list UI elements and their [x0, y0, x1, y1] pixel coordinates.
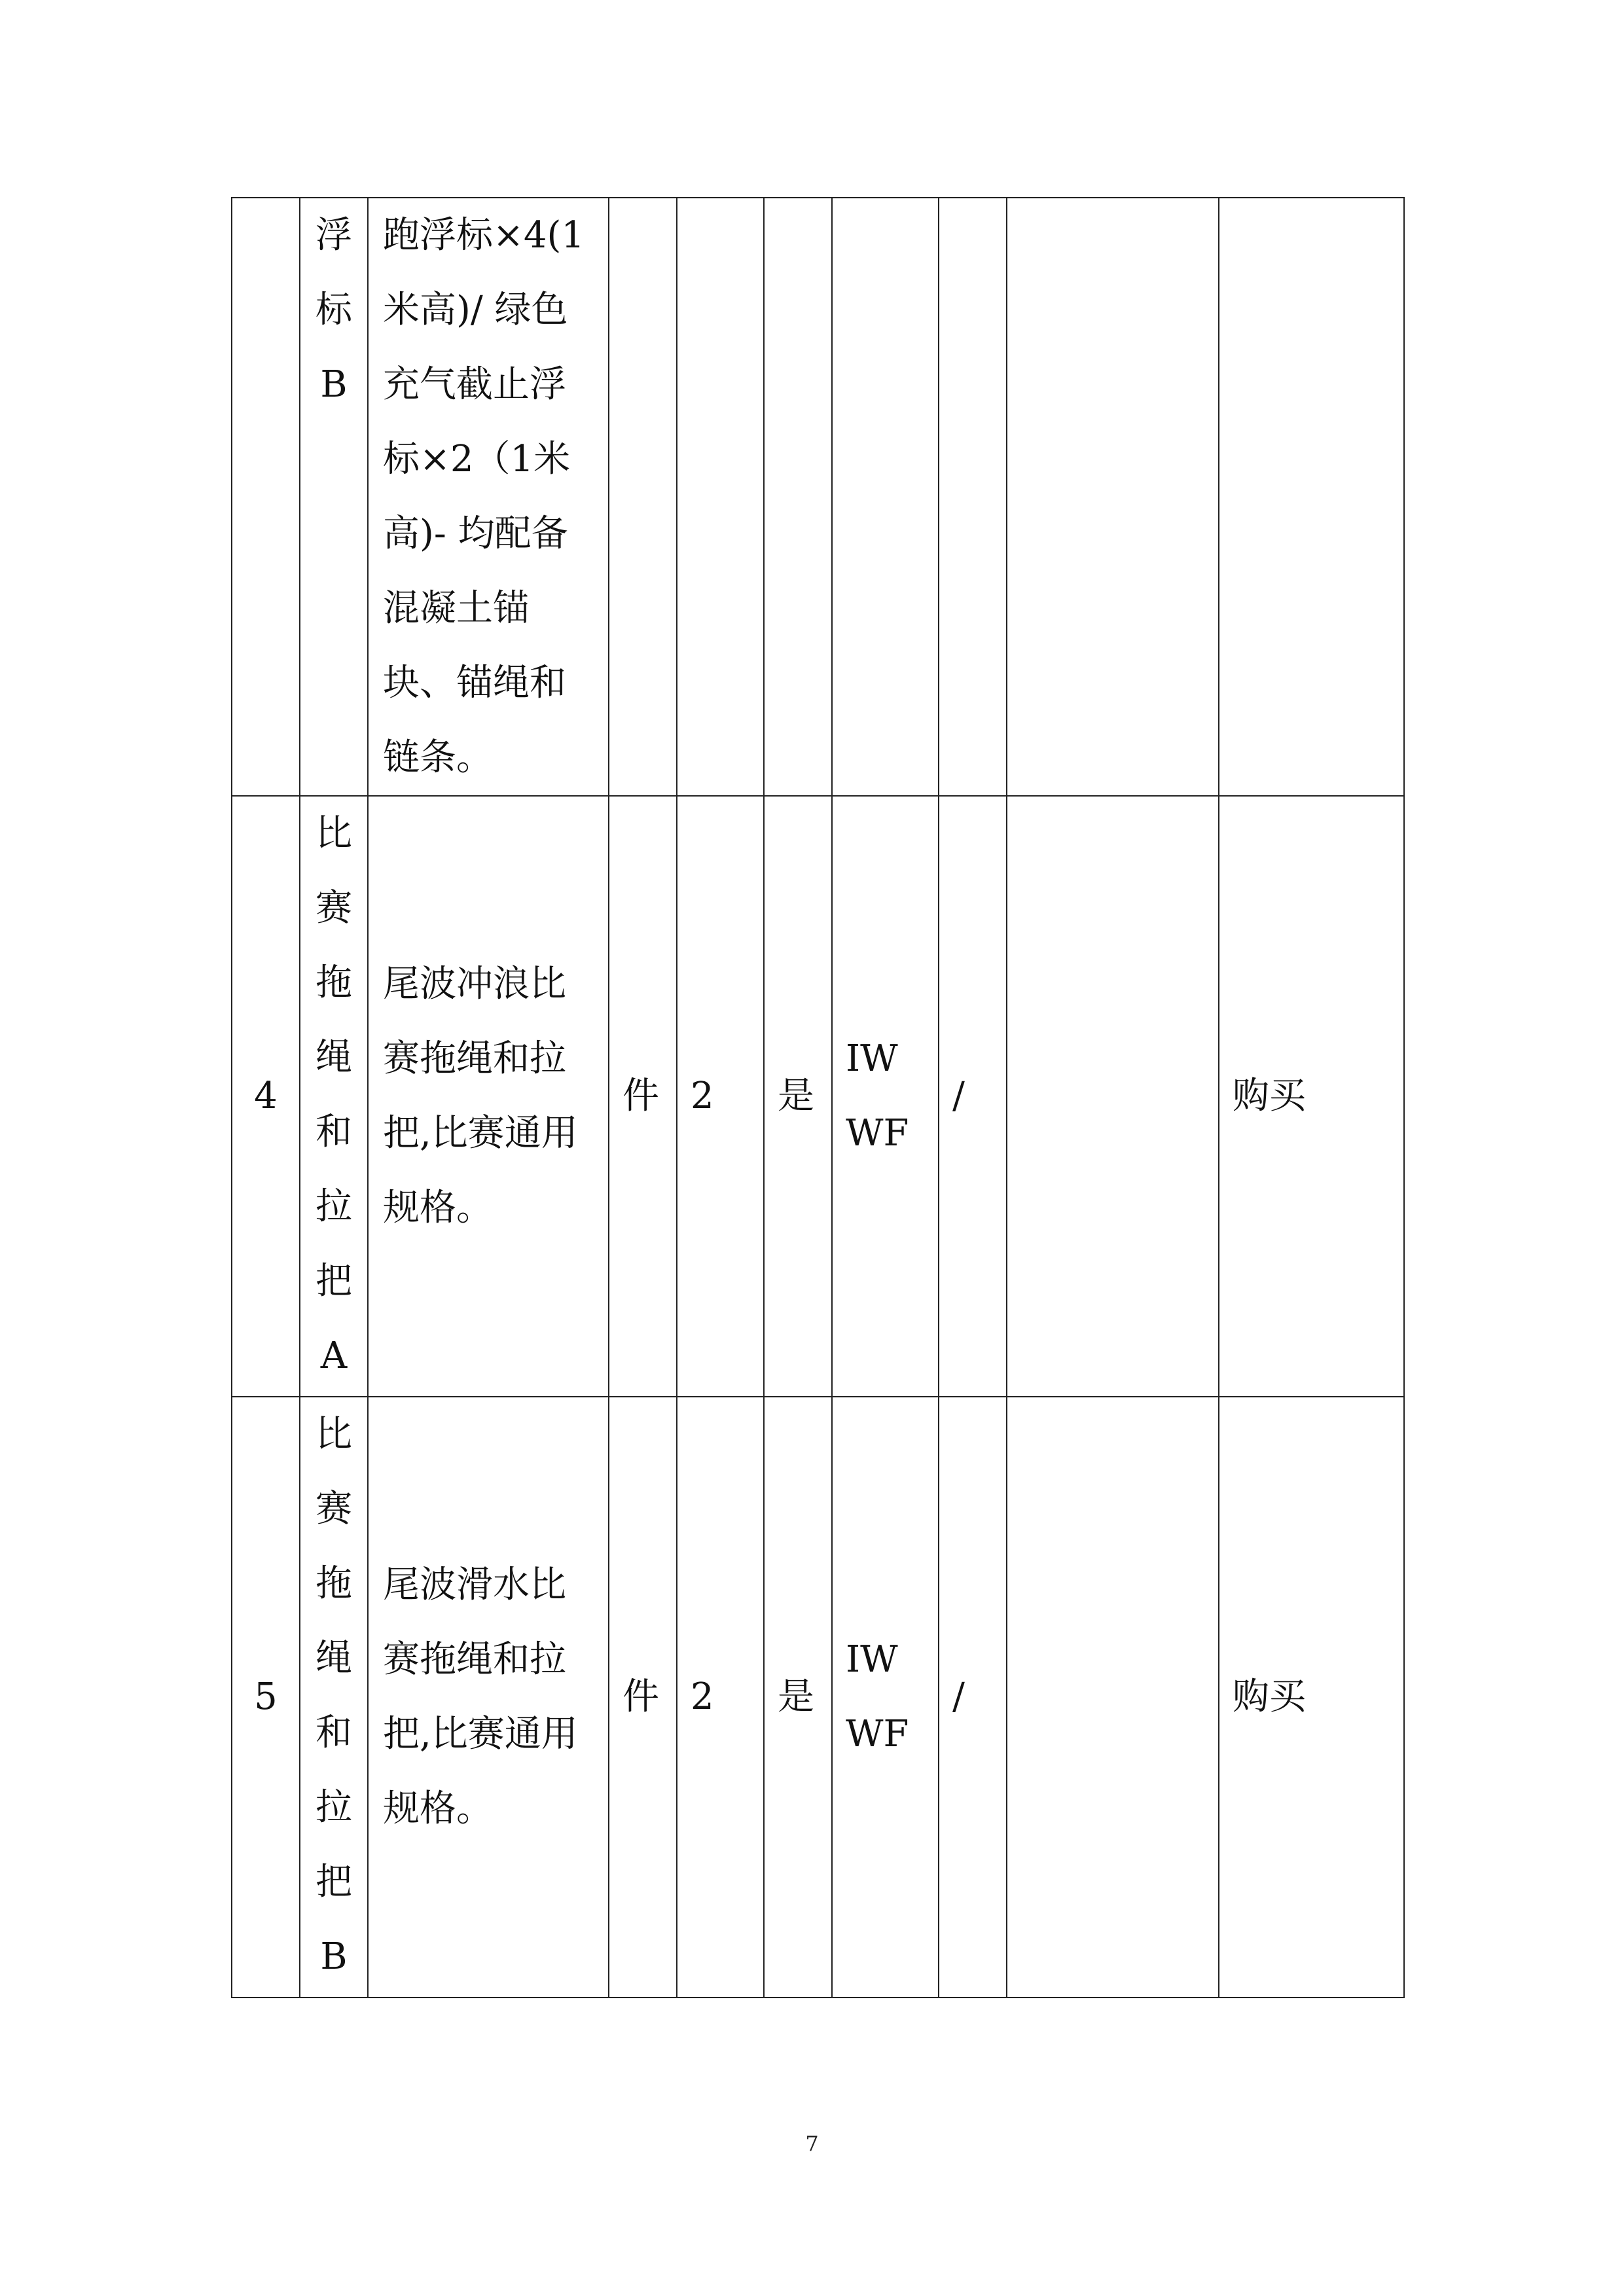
- standard-cell: [832, 198, 939, 796]
- standard-cell: IWWF: [832, 796, 939, 1397]
- item-name-char: B: [320, 1935, 348, 1978]
- quantity-cell: 2: [677, 1397, 764, 1998]
- unit-cell: [609, 198, 677, 796]
- item-name-cell: [300, 1397, 368, 1998]
- equipment-table: [231, 197, 1405, 1998]
- row-number-cell: 4: [232, 796, 300, 1397]
- item-description-cell: 尾波冲浪比赛拖绳和拉把,比赛通用规格。: [368, 796, 609, 1397]
- item-name-char: A: [320, 1335, 348, 1377]
- table-row: [232, 198, 1404, 796]
- item-name-char: 浮: [316, 214, 352, 257]
- standard-cell: IWWF: [832, 1397, 939, 1998]
- item-name-char: 赛: [316, 887, 352, 929]
- item-name-char: 拉: [316, 1786, 352, 1829]
- item-name-char: 和: [316, 1111, 352, 1153]
- column8-cell: [1007, 796, 1219, 1397]
- item-name-char: 比: [316, 812, 352, 855]
- column8-cell: [1007, 1397, 1219, 1998]
- item-name-char: 把: [316, 1260, 352, 1302]
- item-name-char: 拉: [316, 1185, 352, 1228]
- method-cell: 购买: [1219, 796, 1404, 1397]
- column7-cell: [939, 198, 1007, 796]
- row-number-cell: [232, 198, 300, 796]
- table-row: [232, 796, 1404, 1397]
- row-number-cell: 5: [232, 1397, 300, 1998]
- unit-cell: 件: [609, 796, 677, 1397]
- page-number: 7: [805, 2131, 819, 2156]
- item-name-char: 赛: [316, 1488, 352, 1530]
- required-cell: 是: [764, 1397, 832, 1998]
- column7-cell: /: [939, 1397, 1007, 1998]
- item-name-char: 拖: [316, 961, 352, 1004]
- quantity-cell: [677, 198, 764, 796]
- table-row: [232, 1397, 1404, 1998]
- item-name-char: 拖: [316, 1562, 352, 1605]
- required-cell: [764, 198, 832, 796]
- item-name-char: 标: [316, 289, 352, 331]
- item-description-cell: 跑浮标×4(1米高)/ 绿色充气截止浮标×2（1米高)- 均配备混凝土锚块、锚绳和链条。: [368, 198, 609, 796]
- item-name-cell: [300, 198, 368, 796]
- item-description-cell: 尾波滑水比赛拖绳和拉把,比赛通用规格。: [368, 1397, 609, 1998]
- item-name-char: B: [320, 363, 348, 406]
- required-cell: 是: [764, 796, 832, 1397]
- column7-cell: /: [939, 796, 1007, 1397]
- method-cell: 购买: [1219, 1397, 1404, 1998]
- quantity-cell: 2: [677, 796, 764, 1397]
- method-cell: [1219, 198, 1404, 796]
- item-name-char: 绳: [316, 1637, 352, 1679]
- unit-cell: 件: [609, 1397, 677, 1998]
- item-name-char: 和: [316, 1712, 352, 1754]
- item-name-char: 比: [316, 1413, 352, 1456]
- item-name-char: 把: [316, 1861, 352, 1903]
- column8-cell: [1007, 198, 1219, 796]
- item-name-cell: [300, 796, 368, 1397]
- item-name-char: 绳: [316, 1036, 352, 1079]
